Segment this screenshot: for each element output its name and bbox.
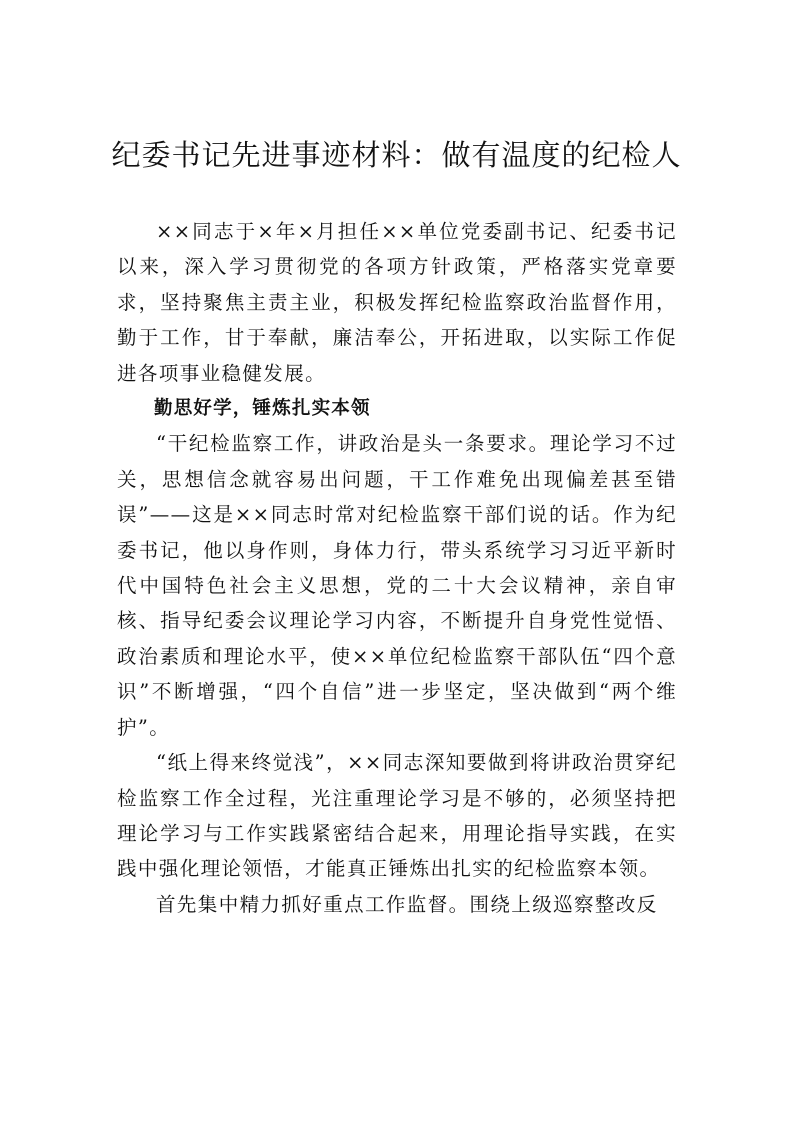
document-body (117, 214, 677, 922)
paragraph-practice: “纸上得来终觉浅”，××同志深知要做到将讲政治贯穿纪检监察工作全过程，光注重理论学习是不够的，必须坚持把理论学习与工作实践紧密结合起来，用理论指导实践，在实践中强化理论领悟，才能真正锤炼出扎实的纪检监察本领。 (117, 751, 677, 881)
document-title: 纪委书记先进事迹材料：做有温度的纪检人 (111, 138, 682, 172)
paragraph-supervision: 首先集中精力抓好重点工作监督。围绕上级巡察整改反 (156, 892, 658, 916)
paragraph-intro: ××同志于×年×月担任××单位党委副书记、纪委书记以来，深入学习贯彻党的各项方针政策，严格落实党章要求，坚持聚焦主责主业，积极发挥纪检监察政治监督作用，勤于工作，甘于奉献，廉洁奉公，开拓进取，以实际工作促进各项事业稳健发展。 (117, 220, 677, 385)
section-heading: 勤思好学，锤炼扎实本领 (154, 398, 371, 420)
paragraph-politics: “干纪检监察工作，讲政治是头一条要求。理论学习不过关，思想信念就容易出问题，干工作难免出现偏差甚至错误”——这是××同志时常对纪检监察干部们说的话。作为纪委书记，他以身作则，身体力行，带头系统学习习近平新时代中国特色社会主义思想，党的二十大会议精神，亲自审核、指导纪委会议理论学习内容，不断提升自身党性觉悟、政治素质和理论水平，使××单位纪检监察干部队伍“四个意识”不断增强，“四个自信”进一步坚定，坚决做到“两个维护”。 (117, 432, 677, 739)
